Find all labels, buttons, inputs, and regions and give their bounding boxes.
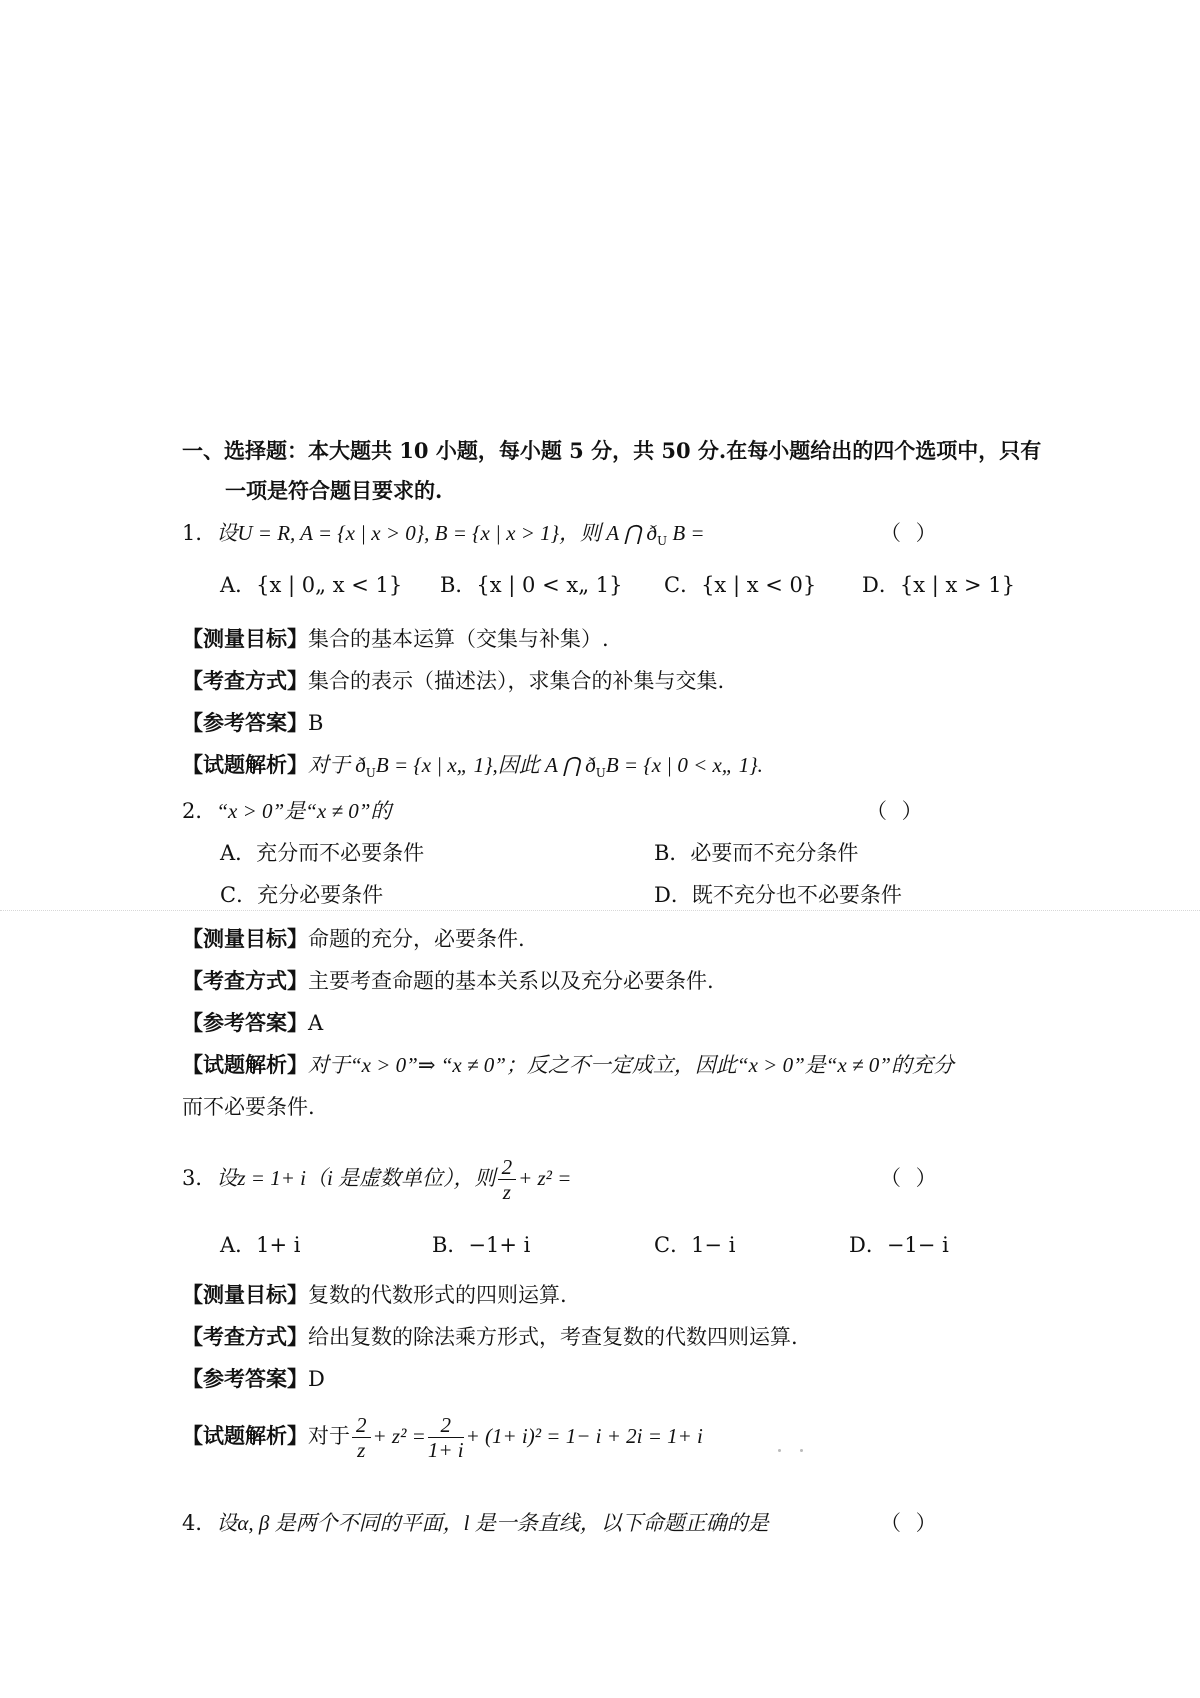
method-text: 集合的表示（描述法），求集合的补集与交集. xyxy=(308,669,725,693)
answer-paren: （ ） xyxy=(866,799,927,823)
option-c: C．1− i xyxy=(654,1233,736,1257)
question-text: 设z = 1+ i（i 是虚数单位），则 xyxy=(216,1166,496,1190)
fraction-denominator: z xyxy=(357,1438,366,1462)
method-text: 给出复数的除法乘方形式，考查复数的代数四则运算. xyxy=(308,1325,798,1349)
analysis-text-tail2: B = {x | 0 < x„ 1}. xyxy=(605,753,763,777)
option-a: A．充分而不必要条件 xyxy=(220,841,425,865)
target-row xyxy=(182,1280,567,1310)
question-4-stem xyxy=(182,1508,769,1538)
question-number: 4． xyxy=(182,1511,217,1535)
option-c: C．{x | x < 0} xyxy=(664,573,817,597)
analysis-text: 对于“x > 0”⇒ “x ≠ 0”；反之不一定成立，因此“x > 0”是“x ≠ 0”的充分 xyxy=(308,1053,954,1077)
answer-label: 【参考答案】 xyxy=(182,1010,308,1035)
option-a: A．{x | 0„ x < 1} xyxy=(220,573,403,597)
question-text: 设α, β 是两个不同的平面，l 是一条直线，以下命题正确的是 xyxy=(216,1511,769,1535)
method-row xyxy=(182,666,724,696)
target-label: 【测量目标】 xyxy=(182,1282,308,1307)
method-label: 【考查方式】 xyxy=(182,1324,308,1349)
answer-paren: （ ） xyxy=(880,521,941,545)
analysis-row-cont: 而不必要条件. xyxy=(182,1095,315,1119)
analysis-label: 【试题解析】 xyxy=(182,1423,308,1448)
question-text: 设U = R, A = {x | x > 0}, B = {x | x > 1}，则 A ⋂ ð xyxy=(216,521,657,545)
answer-paren: （ ） xyxy=(880,1166,941,1190)
section-heading-cont: 一项是符合题目要求的. xyxy=(225,478,443,503)
analysis-label: 【试题解析】 xyxy=(182,752,308,777)
analysis-text: 对于 ð xyxy=(308,753,366,777)
analysis-row xyxy=(182,1408,703,1464)
question-number: 2． xyxy=(182,799,217,823)
analysis-text-tail: B = {x | x„ 1},因此 A ⋂ ð xyxy=(375,753,596,777)
answer-label: 【参考答案】 xyxy=(182,1366,308,1391)
analysis-row xyxy=(182,750,763,788)
fraction-numerator: 2 xyxy=(428,1413,464,1438)
analysis-text: 对于 xyxy=(308,1424,350,1448)
fraction-numerator: 2 xyxy=(498,1155,517,1180)
target-text: 命题的充分，必要条件. xyxy=(308,927,525,951)
target-label: 【测量目标】 xyxy=(182,626,308,651)
option-b: B．{x | 0 < x„ 1} xyxy=(440,573,623,597)
question-text-tail: B = xyxy=(667,521,705,545)
target-text: 复数的代数形式的四则运算. xyxy=(308,1283,567,1307)
fraction xyxy=(498,1155,517,1204)
answer-row xyxy=(182,1008,323,1038)
question-text-tail: + z² = xyxy=(518,1166,572,1190)
analysis-label: 【试题解析】 xyxy=(182,1052,308,1077)
method-label: 【考查方式】 xyxy=(182,968,308,993)
target-label: 【测量目标】 xyxy=(182,926,308,951)
option-d: D．既不充分也不必要条件 xyxy=(654,883,902,907)
answer-text: A xyxy=(308,1011,324,1035)
option-c: C．充分必要条件 xyxy=(220,883,384,907)
option-a: A．1+ i xyxy=(220,1233,301,1257)
analysis-text-tail: + (1+ i)² = 1− i + 2i = 1+ i xyxy=(465,1424,703,1448)
target-text: 集合的基本运算（交集与补集）. xyxy=(308,627,609,651)
question-number: 3． xyxy=(182,1166,217,1190)
fraction-denominator: z xyxy=(502,1180,511,1204)
fraction-denominator: 1+ i xyxy=(427,1438,464,1462)
page-divider xyxy=(0,910,1200,911)
fraction xyxy=(352,1413,371,1462)
option-d: D．{x | x > 1} xyxy=(862,573,1015,597)
analysis-text-mid: + z² = xyxy=(372,1424,426,1448)
method-row xyxy=(182,966,714,996)
method-label: 【考查方式】 xyxy=(182,668,308,693)
fraction-numerator: 2 xyxy=(352,1413,371,1438)
option-d: D．−1− i xyxy=(849,1233,949,1257)
method-row xyxy=(182,1322,798,1352)
subscript: U xyxy=(365,766,376,781)
answer-row xyxy=(182,1364,325,1394)
question-3-stem xyxy=(182,1150,571,1206)
fraction xyxy=(428,1413,464,1462)
answer-paren: （ ） xyxy=(880,1511,941,1535)
option-b: B．−1+ i xyxy=(432,1233,531,1257)
target-row xyxy=(182,624,609,654)
option-b: B．必要而不充分条件 xyxy=(654,841,859,865)
subscript: U xyxy=(656,534,668,549)
answer-text: B xyxy=(308,711,324,735)
target-row xyxy=(182,924,525,954)
analysis-row xyxy=(182,1050,954,1080)
stray-dot xyxy=(778,1449,781,1452)
method-text: 主要考查命题的基本关系以及充分必要条件. xyxy=(308,969,714,993)
question-text: “x > 0”是“x ≠ 0”的 xyxy=(216,799,392,823)
answer-label: 【参考答案】 xyxy=(182,710,308,735)
question-1-stem xyxy=(182,518,705,556)
subscript: U xyxy=(595,766,606,781)
question-number: 1． xyxy=(182,521,217,545)
answer-row xyxy=(182,708,323,738)
question-2-stem xyxy=(182,796,391,826)
section-heading: 一、选择题：本大题共 10 小题，每小题 5 分，共 50 分.在每小题给出的四个选项中，只有 xyxy=(182,438,1042,463)
answer-text: D xyxy=(308,1367,325,1391)
stray-dot xyxy=(800,1449,803,1452)
